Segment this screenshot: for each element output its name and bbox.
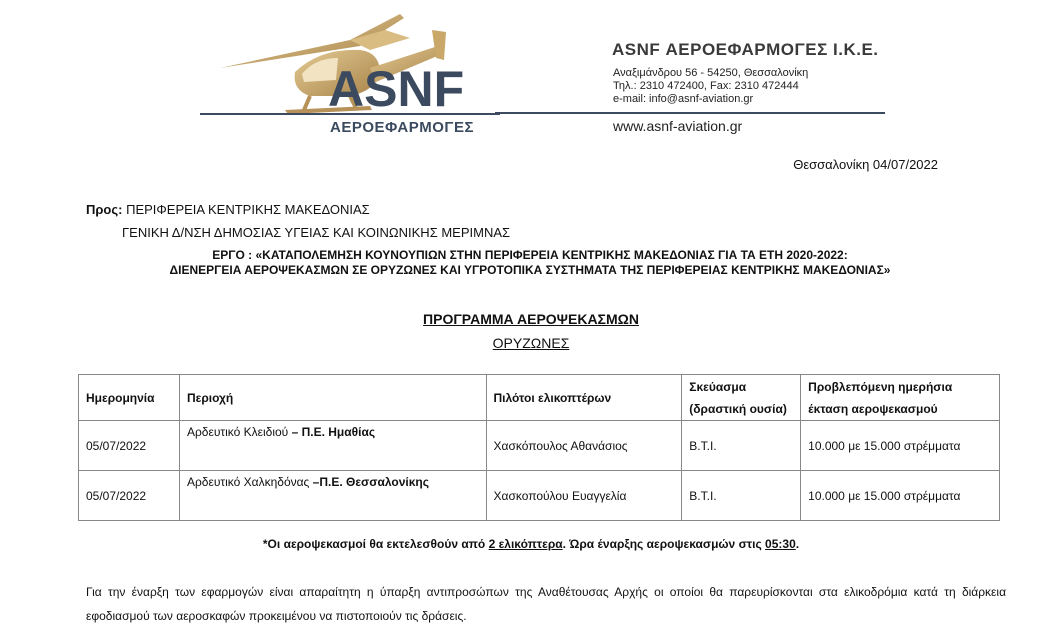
- page-title: ΠΡΟΓΡΑΜΜΑ ΑΕΡΟΨΕΚΑΣΜΩΝ: [423, 311, 639, 327]
- header-product: [682, 375, 801, 421]
- cell-area-name: Αρδευτικό Χαλκηδόνας: [186, 475, 313, 489]
- recipient-label: Προς:: [86, 202, 123, 217]
- table-row: [79, 471, 1000, 521]
- cell-area: [179, 421, 486, 471]
- spraying-schedule-table: [78, 374, 1000, 521]
- header-product-line-2: (δραστική ουσία): [689, 401, 787, 416]
- cell-area-unit: –Π.Ε. Θεσσαλονίκης: [312, 475, 429, 489]
- cell-product: B.T.I.: [682, 421, 801, 471]
- header-area: Περιοχή: [179, 375, 486, 421]
- cell-extent: 10.000 με 15.000 στρέμματα: [801, 471, 1000, 521]
- company-name: ASNF ΑΕΡΟΕΦΑΡΜΟΓΕΣ Ι.Κ.Ε.: [612, 40, 879, 59]
- header-extent-line-1: Προβλεπόμενη ημερήσια: [808, 379, 953, 394]
- company-logo: [200, 10, 500, 140]
- company-address: Αναξιμάνδρου 56 - 54250, Θεσσαλονίκη: [613, 67, 809, 79]
- logo-subtext: ΑΕΡΟΕΦΑΡΜΟΓΕΣ: [330, 119, 474, 136]
- header-date: Ημερομηνία: [79, 375, 180, 421]
- cell-extent: 10.000 με 15.000 στρέμματα: [801, 421, 1000, 471]
- body-paragraph: Για την έναρξη των εφαρμογών είναι απαραίτητη η ύπαρξη αντιπροσώπων της Αναθέτουσας Αρχής οι οποίοι θα παρευρίσκονται στα ελικοδρόμια κατά τη διάρκεια εφοδιασμού των αεροσκαφών προκειμένου να πιστοποιούν τις δράσεις.: [86, 585, 1006, 623]
- recipient-name: ΠΕΡΙΦΕΡΕΙΑ ΚΕΝΤΡΙΚΗΣ ΜΑΚΕΔΟΝΙΑΣ: [122, 202, 370, 217]
- document-date: Θεσσαλονίκη 04/07/2022: [793, 157, 938, 172]
- header-extent-line-2: έκταση αεροψεκασμού: [808, 401, 938, 416]
- note-start-time: 05:30: [765, 537, 796, 551]
- recipient-line-2: ΓΕΝΙΚΗ Δ/ΝΣΗ ΔΗΜΟΣΙΑΣ ΥΓΕΙΑΣ ΚΑΙ ΚΟΙΝΩΝΙΚΗΣ ΜΕΡΙΜΝΑΣ: [122, 225, 511, 240]
- header-divider-line: [495, 110, 885, 116]
- cell-area: [179, 471, 486, 521]
- company-phone: Τηλ.: 2310 472400, Fax: 2310 472444: [613, 80, 799, 92]
- cell-pilot: Χασκόπουλος Αθανάσιος: [486, 421, 682, 471]
- page-subtitle: ΟΡΥΖΩΝΕΣ: [492, 335, 570, 351]
- company-website: www.asnf-aviation.gr: [613, 118, 743, 134]
- header-extent: [801, 375, 1000, 421]
- table-header-row: [79, 375, 1000, 421]
- project-title-line-1: ΕΡΓΟ : «ΚΑΤΑΠΟΛΕΜΗΣΗ ΚΟΥΝΟΥΠΙΩΝ ΣΤΗΝ ΠΕΡΙΦΕΡΕΙΑ ΚΕΝΤΡΙΚΗΣ ΜΑΚΕΔΟΝΙΑΣ ΓΙΑ ΤΑ ΕΤΗ 2020-2022:: [212, 248, 848, 262]
- schedule-note: [0, 537, 1062, 551]
- recipient-line-1: [86, 202, 370, 217]
- header-product-line-1: Σκεύασμα: [689, 379, 747, 394]
- note-helicopters: 2 ελικόπτερα: [488, 537, 563, 551]
- cell-area-unit: – Π.Ε. Ημαθίας: [291, 425, 376, 439]
- logo-wordmark: ASNF: [328, 61, 465, 117]
- cell-date: 05/07/2022: [79, 421, 180, 471]
- note-text-1: *Οι αεροψεκασμοί θα εκτελεσθούν από: [262, 537, 489, 551]
- cell-date: 05/07/2022: [79, 471, 180, 521]
- company-email: e-mail: info@asnf-aviation.gr: [613, 93, 754, 105]
- header-pilots: Πιλότοι ελικοπτέρων: [486, 375, 682, 421]
- project-title-line-2: ΔΙΕΝΕΡΓΕΙΑ ΑΕΡΟΨΕΚΑΣΜΩΝ ΣΕ ΟΡΥΖΩΝΕΣ ΚΑΙ ΥΓΡΟΤΟΠΙΚΑ ΣΥΣΤΗΜΑΤΑ ΤΗΣ ΠΕΡΙΦΕΡΕΙΑΣ ΚΕΝΤΡΙΚΗΣ ΜΑΚΕΔΟΝΙΑΣ»: [169, 263, 891, 277]
- note-text-2: . Ώρα έναρξης αεροψεκασμών στις: [562, 537, 766, 551]
- cell-pilot: Χασκοπούλου Ευαγγελία: [486, 471, 682, 521]
- table-row: [79, 421, 1000, 471]
- note-text-3: .: [795, 537, 800, 551]
- cell-area-name: Αρδευτικό Κλειδιού: [186, 425, 292, 439]
- cell-product: B.T.I.: [682, 471, 801, 521]
